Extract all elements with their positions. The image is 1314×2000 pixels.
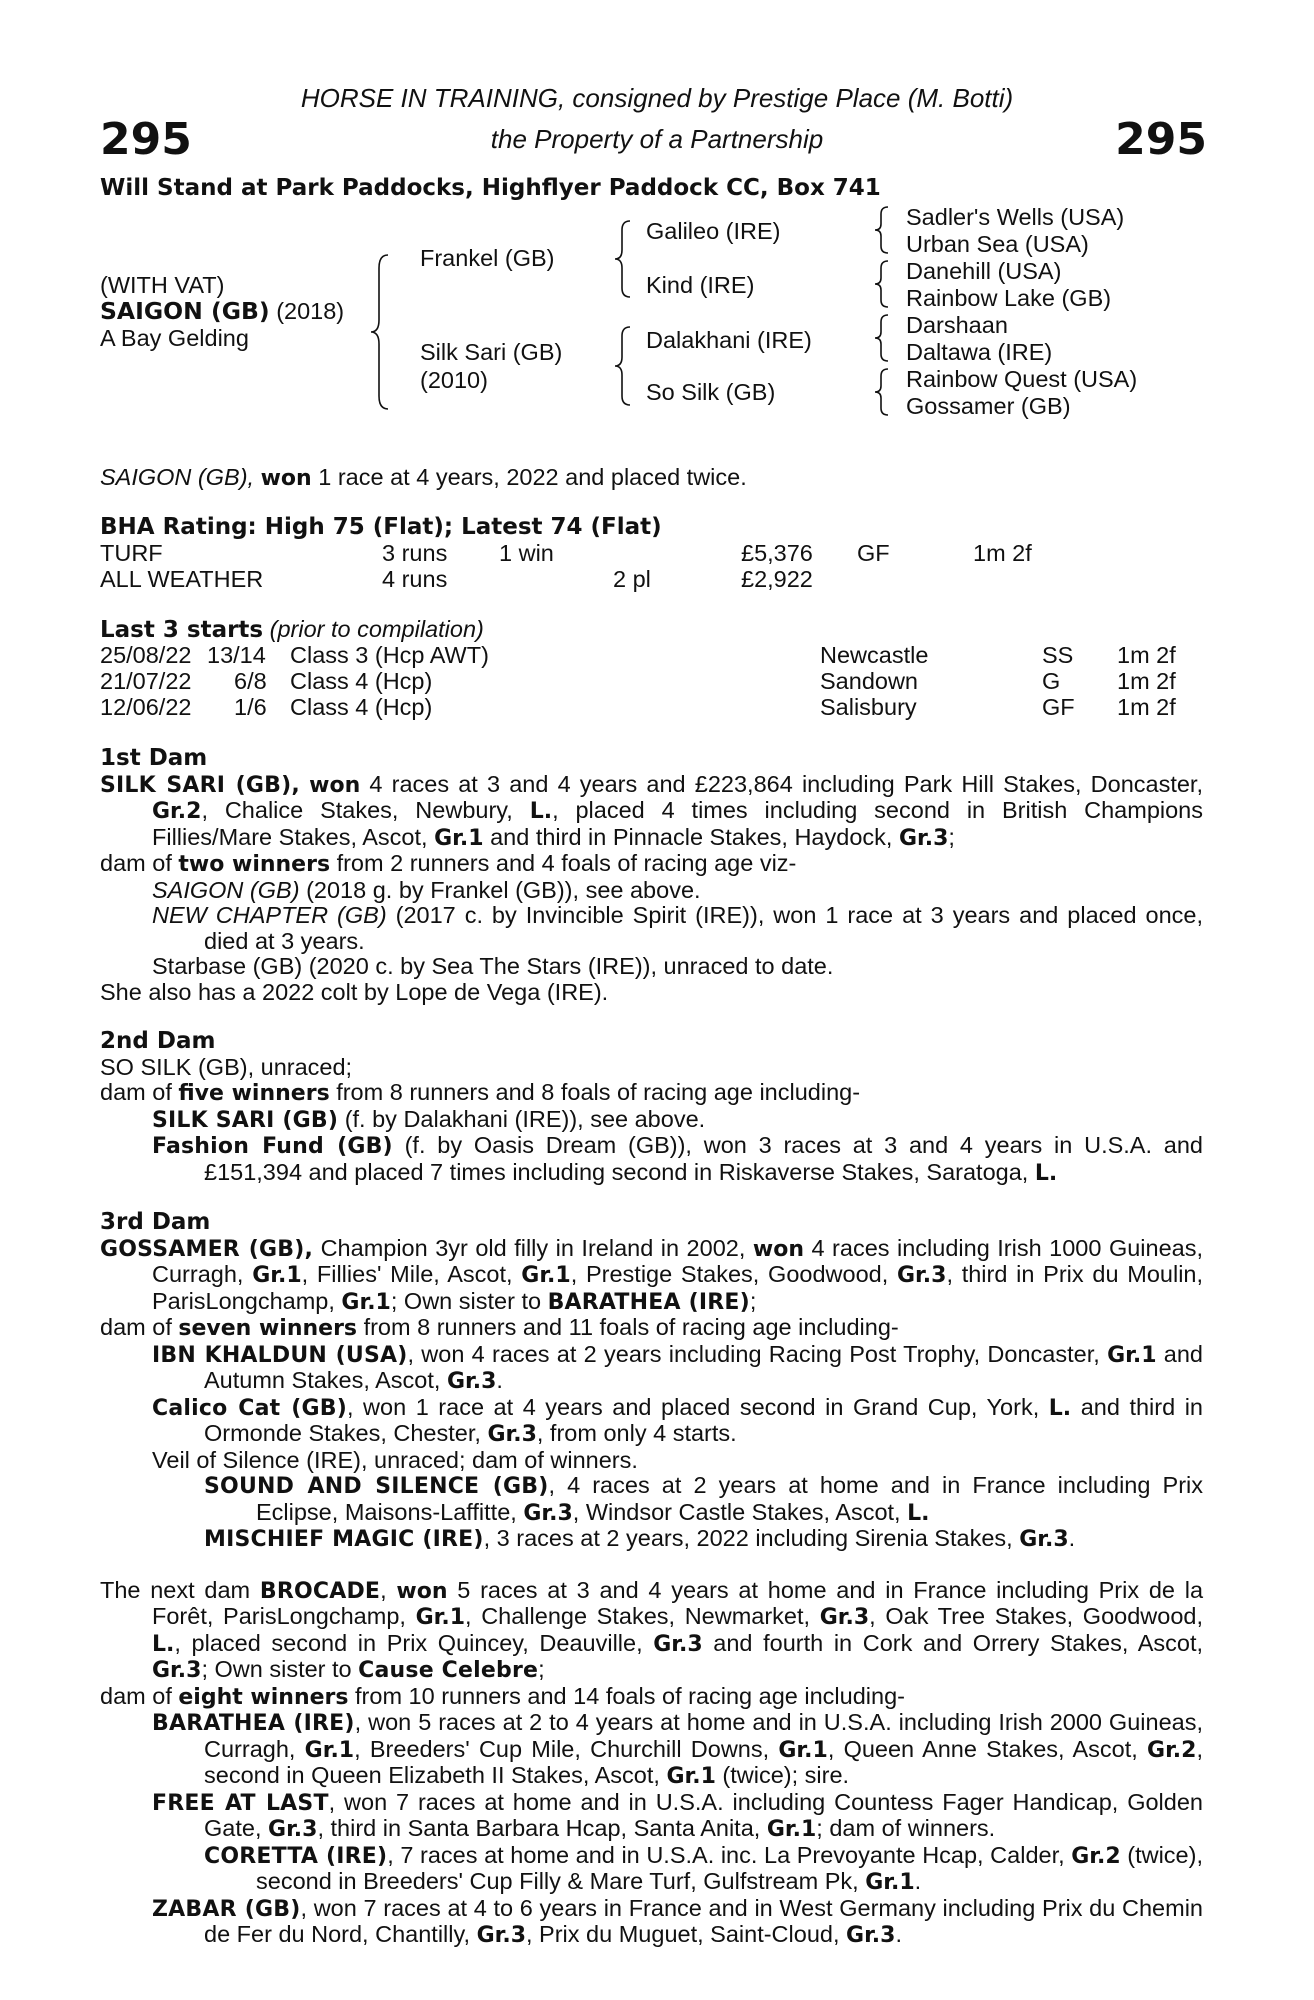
dam3-grand-produce-2: MISCHIEF MAGIC (IRE), 3 races at 2 years, 2022 including Sirenia Stakes, Gr.3.: [204, 1525, 1076, 1552]
rating-row-prize: £5,376: [741, 540, 813, 566]
dam2-produce-2: Fashion Fund (GB) (f. by Oasis Dream (GB)), won 3 races at 3 and 4 years in U.S.A. and £151,394 and placed 7 times including second in Riskaverse Stakes, Saratoga, L.: [152, 1132, 1203, 1186]
dam3-heading: 3rd Dam: [100, 1209, 211, 1235]
rating-row-runs: 4 runs: [382, 566, 448, 592]
dam1-heading: 1st Dam: [100, 745, 208, 771]
dam2-heading: 2nd Dam: [100, 1028, 216, 1054]
starts-note: (prior to compilation): [269, 616, 484, 642]
starts-heading-line: [100, 617, 484, 644]
start-course: Newcastle: [820, 642, 929, 668]
rating-row-surface: TURF: [100, 540, 163, 566]
dam-sire-dam: Daltawa (IRE): [906, 339, 1053, 365]
rating-row-going: GF: [857, 540, 890, 566]
start-class: Class 4 (Hcp): [290, 668, 433, 694]
rating-row-dist: 1m 2f: [973, 540, 1032, 566]
rating-row-prize: £2,922: [741, 566, 813, 592]
summary-text: 1 race at 4 years, 2022 and placed twice.: [318, 464, 747, 490]
sire-dam-sire: Danehill (USA): [906, 258, 1062, 284]
rating-heading: BHA Rating: High 75 (Flat); Latest 74 (Flat): [100, 514, 662, 540]
start-going: SS: [1042, 642, 1074, 668]
dam3-produce-3: Veil of Silence (IRE), unraced; dam of winners.: [152, 1446, 638, 1473]
dam1-dam-of: dam of two winners from 2 runners and 4 foals of racing age viz-: [100, 850, 797, 877]
rating-row-surface: ALL WEATHER: [100, 566, 264, 592]
dam-dam: So Silk (GB): [646, 379, 776, 405]
summary-won: won: [260, 466, 312, 491]
dam-sire: Dalakhani (IRE): [646, 327, 812, 353]
vat-note: (WITH VAT): [100, 272, 225, 298]
start-date: 12/06/22: [100, 694, 192, 720]
sire-sire: Galileo (IRE): [646, 218, 781, 244]
start-going: G: [1042, 668, 1061, 694]
pedigree-brace-2a: [614, 220, 632, 298]
sire-dam-dam: Rainbow Lake (GB): [906, 285, 1112, 311]
next-dam-dam-of: dam of eight winners from 10 runners and 14 foals of racing age including-: [100, 1682, 905, 1710]
dam2-produce-1: SILK SARI (GB) (f. by Dalakhani (IRE)), see above.: [152, 1105, 706, 1133]
dam3-produce-2: Calico Cat (GB), won 1 race at 4 years and placed second in Grand Cup, York, L. and third in Ormonde Stakes, Chester, Gr.3, from only 4 starts.: [152, 1393, 1203, 1447]
start-position: 13/14: [207, 642, 266, 668]
horse-name: SAIGON (GB): [100, 297, 270, 325]
horse-desc: A Bay Gelding: [100, 325, 249, 351]
dam-year: (2010): [420, 367, 488, 393]
pedigree-brace-3d: [874, 368, 890, 416]
start-position: 1/6: [234, 694, 267, 720]
next-dam-record: The next dam BROCADE, won 5 races at 3 and 4 years at home and in France including Prix de la Forêt, ParisLongchamp, Gr.1, Challenge Stakes, Newmarket, Gr.3, Oak Tree Stakes, Goodwood, L., placed second in Prix Quincey, Deauville, Gr.3 and fourth in Cork and Orrery Stakes, Ascot, Gr.3; Own sister to Cause Celebre;: [100, 1576, 1204, 1683]
consignment-line: HORSE IN TRAINING, consigned by Prestige Place (M. Botti): [300, 83, 1014, 113]
pedigree-brace-3b: [874, 260, 890, 308]
dam3-produce-1: IBN KHALDUN (USA), won 4 races at 2 years including Racing Post Trophy, Doncaster, Gr.1 and Autumn Stakes, Ascot, Gr.3.: [152, 1340, 1203, 1394]
sire: Frankel (GB): [420, 245, 555, 271]
start-class: Class 3 (Hcp AWT): [290, 642, 489, 668]
rating-row-placed: 2 pl: [613, 566, 651, 592]
lot-number-left: 295: [100, 114, 192, 165]
start-going: GF: [1042, 694, 1075, 720]
produce-record: [100, 746, 1203, 1949]
sire-dam: Kind (IRE): [646, 272, 755, 298]
starts-heading: Last 3 starts: [100, 617, 264, 643]
dam3-record: GOSSAMER (GB), Champion 3yr old filly in Ireland in 2002, won 4 races including Irish 1000 Guineas, Curragh, Gr.1, Fillies' Mile, Ascot, Gr.1, Prestige Stakes, Goodwood, Gr.3, third in Prix du Moulin, ParisLongchamp, Gr.1; Own sister to BARATHEA (IRE);: [100, 1234, 1204, 1315]
dam-dam-dam: Gossamer (GB): [906, 393, 1071, 419]
property-line: the Property of a Partnership: [490, 124, 824, 154]
start-course: Salisbury: [820, 694, 917, 720]
pedigree-brace-3a: [874, 206, 890, 254]
start-distance: 1m 2f: [1117, 668, 1176, 694]
start-position: 6/8: [234, 668, 267, 694]
start-course: Sandown: [820, 668, 918, 694]
start-class: Class 4 (Hcp): [290, 694, 433, 720]
next-dam-produce-1: BARATHEA (IRE), won 5 races at 2 to 4 years at home and in U.S.A. including Irish 2000 Guineas, Curragh, Gr.1, Breeders' Cup Mile, Churchill Downs, Gr.1, Queen Anne Stakes, Ascot, Gr.2, second in Queen Elizabeth II Stakes, Ascot, Gr.1 (twice); sire.: [152, 1709, 1203, 1789]
lot-number-right: 295: [1115, 114, 1207, 165]
summary-name: SAIGON (GB),: [100, 464, 255, 490]
dam1-also: She also has a 2022 colt by Lope de Vega (IRE).: [100, 978, 609, 1005]
dam1-produce-1: SAIGON (GB) (2018 g. by Frankel (GB)), see above.: [152, 876, 701, 903]
dam1-produce-2: NEW CHAPTER (GB) (2017 c. by Invincible Spirit (IRE)), won 1 race at 3 years and placed once, died at 3 years.: [152, 902, 1203, 954]
dam: Silk Sari (GB): [420, 339, 563, 365]
rating-row-runs: 3 runs: [382, 540, 448, 566]
dam2-line: SO SILK (GB), unraced;: [100, 1053, 353, 1080]
dam3-grand-produce-1: SOUND AND SILENCE (GB), 4 races at 2 years at home and in France including Prix Eclipse, Maisons-Laffitte, Gr.3, Windsor Castle Stakes, Ascot, L.: [204, 1472, 1203, 1526]
dam2-dam-of: dam of five winners from 8 runners and 8 foals of racing age including-: [100, 1079, 861, 1106]
dam1-record: SILK SARI (GB), won 4 races at 3 and 4 years and £223,864 including Park Hill Stakes, Doncaster, Gr.2, Chalice Stakes, Newbury, L., placed 4 times including second in British Champions Fillies/Mare Stakes, Ascot, Gr.1 and third in Pinnacle Stakes, Haydock, Gr.3;: [100, 770, 1204, 851]
pedigree-brace-2b: [614, 326, 632, 406]
pedigree-brace-3c: [874, 314, 890, 362]
start-date: 25/08/22: [100, 642, 192, 668]
next-dam-produce-3: ZABAR (GB), won 7 races at 4 to 6 years in France and in West Germany including Prix du Chemin de Fer du Nord, Chantilly, Gr.3, Prix du Muguet, Saint-Cloud, Gr.3.: [152, 1894, 1203, 1948]
dam-dam-sire: Rainbow Quest (USA): [906, 366, 1138, 392]
start-distance: 1m 2f: [1117, 694, 1176, 720]
next-dam-grand-produce-1: CORETTA (IRE), 7 races at home and in U.S.A. inc. La Prevoyante Hcap, Calder, Gr.2 (twice), second in Breeders' Cup Filly & Mare Turf, Gulfstream Pk, Gr.1.: [204, 1841, 1203, 1895]
race-summary: [100, 465, 747, 492]
sire-sire-dam: Urban Sea (USA): [906, 231, 1089, 257]
start-distance: 1m 2f: [1117, 642, 1176, 668]
dam1-produce-3: Starbase (GB) (2020 c. by Sea The Stars (IRE)), unraced to date.: [152, 953, 834, 979]
pedigree-brace-1: [370, 254, 390, 410]
next-dam-produce-2: FREE AT LAST, won 7 races at home and in U.S.A. including Countess Fager Handicap, Golden Gate, Gr.3, third in Santa Barbara Hcap, Santa Anita, Gr.1; dam of winners.: [152, 1788, 1203, 1842]
dam3-dam-of: dam of seven winners from 8 runners and 11 foals of racing age including-: [100, 1314, 899, 1341]
start-date: 21/07/22: [100, 668, 192, 694]
horse-year: (2018): [276, 298, 345, 324]
rating-row-wins: 1 win: [499, 540, 554, 566]
dam-sire-sire: Darshaan: [906, 312, 1008, 338]
sire-sire-sire: Sadler's Wells (USA): [906, 204, 1125, 230]
horse-title: [100, 299, 344, 325]
stand-line: Will Stand at Park Paddocks, Highflyer Paddock CC, Box 741: [100, 175, 881, 201]
